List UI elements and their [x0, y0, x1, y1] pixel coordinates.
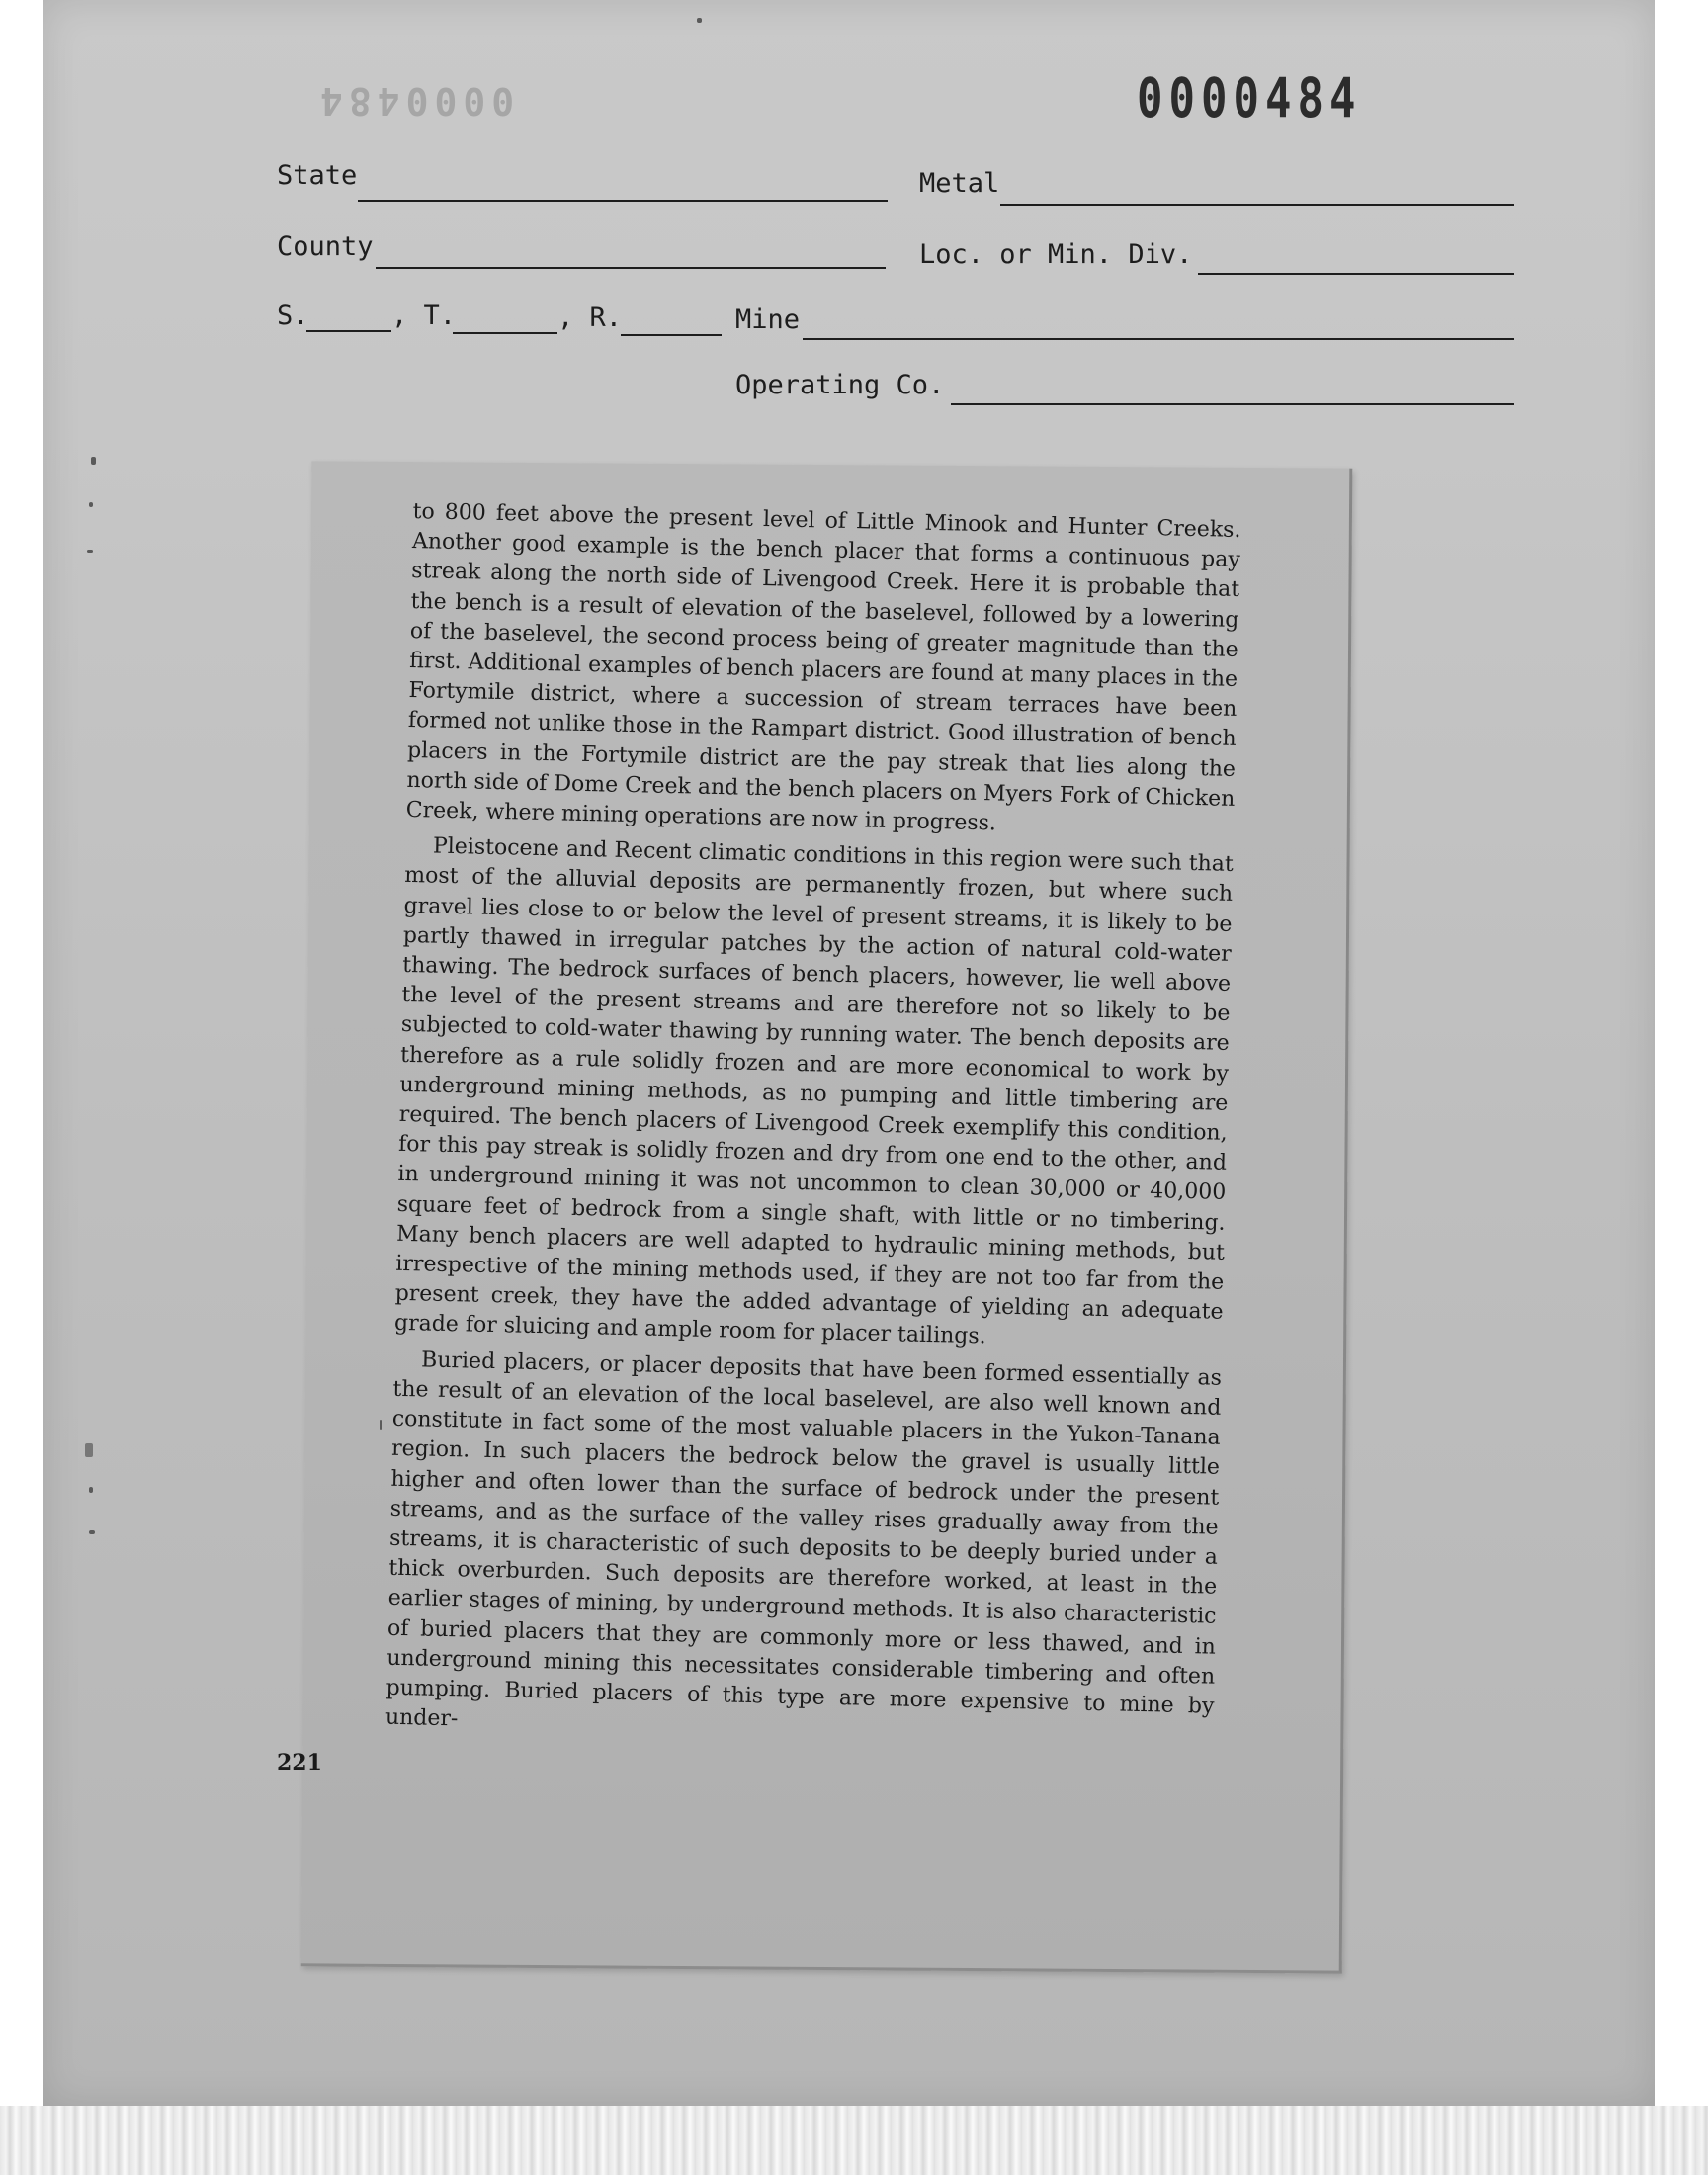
metal-label: Metal: [919, 168, 1000, 199]
scan-speck: [87, 550, 93, 553]
range-field-line[interactable]: [621, 334, 722, 336]
paragraph-3: Buried placers, or placer deposits that have been formed essentially as the result of an elevation of the local baselevel, are also well known and constitute in fact some of the most valuable placers in the Yukon-Tanana region. In such placers the bedrock below the gravel is usually little higher and often lower than the surface of bedrock under the present streams, and as the surface of the valley rises gradually away from the streams, it is characteristic of such deposits to be deeply buried under a thick overburden. Such deposits are therefore worked, at least in the earlier stages of mining, by underground methods. It is also characteristic of buried placers that they are commonly more or less thawed, and in underground mining this necessitates considerable timbering and often pumping. Buried placers of this type are more expensive to mine by under-: [384, 1348, 1223, 1732]
scan-edge-strip: [0, 2106, 1708, 2175]
paragraph-2: Pleistocene and Recent climatic conditions in this region were such that most of the alluvial deposits are permanently frozen, but where such gravel lies close to or below the level of present streams, it is likely to be partly thawed in irregular patches by the action of natural cold-water thawing. The bedrock surfaces of bench placers, however, lie well above the level of the present streams and are therefore not so likely to be subjected to cold-water thawing by running water. The bench deposits are therefore as a rule solidly frozen and are more economical to work by underground mining methods, as no pumping and little timbering are required. The bench placers of Livengood Creek exemplify this condition, for this pay streak is solidly frozen and dry from one end to the other, and in underground mining it was not uncommon to clean 30,000 or 40,000 square feet of bedrock from a single shaft, with little or no timbering. Many bench placers are well adapted to hydraulic mining methods, but irrespective of the mining methods used, if they are not too far from the present creek, they have the added advantage of yielding an adequate grade for sluicing and ample room for placer tailings.: [393, 833, 1235, 1349]
locality-label: Loc. or Min. Div.: [919, 239, 1193, 270]
mine-field-line[interactable]: [803, 338, 1514, 340]
paragraph-1: to 800 feet above the present level of Little Minook and Hunter Creeks. Another good example is the bench placer that forms a continuous pay streak along the north side of Livengood Creek. Here it is probable that the bench is a result of elevation of the baselevel, followed by a lowering of the baselevel, the second process being of greater magnitude than the first. Additional examples of bench placers are found at many places in the Fortymile district, where a succession of stream terraces have been formed not unlike those in the Rampart district. Good illustration of bench placers in the Fortymile district are the pay streak that lies along the north side of Dome Creek and the bench placers on Myers Fork of Chicken Creek, where mining operations are now in progress.: [405, 498, 1241, 836]
operating-co-field-line[interactable]: [951, 403, 1514, 405]
mine-label: Mine: [735, 304, 801, 335]
scan-speck: [89, 1530, 95, 1534]
locality-field-line[interactable]: [1198, 273, 1514, 275]
township-field-line[interactable]: [453, 332, 557, 334]
range-label: , R.: [557, 303, 623, 333]
scan-speck: [89, 502, 93, 507]
operating-co-label: Operating Co.: [735, 370, 945, 400]
scan-speck: [85, 1443, 93, 1457]
page-number: 221: [277, 1750, 322, 1776]
township-label: , T.: [391, 301, 457, 331]
metal-field-line[interactable]: [1000, 204, 1514, 206]
scan-speck: [380, 1420, 382, 1430]
state-label: State: [277, 160, 358, 191]
scan-speck: [91, 457, 96, 465]
article-text: [385, 497, 1241, 1752]
county-label: County: [277, 231, 374, 262]
scan-speck: [697, 18, 702, 23]
state-field-line[interactable]: [358, 200, 888, 202]
document-number-stamp: 0000484: [1137, 67, 1362, 130]
county-field-line[interactable]: [376, 267, 886, 269]
section-field-line[interactable]: [306, 330, 391, 332]
bleed-through-number: 0000484: [314, 79, 515, 123]
scan-speck: [89, 1487, 93, 1493]
section-label: S.: [277, 301, 309, 331]
